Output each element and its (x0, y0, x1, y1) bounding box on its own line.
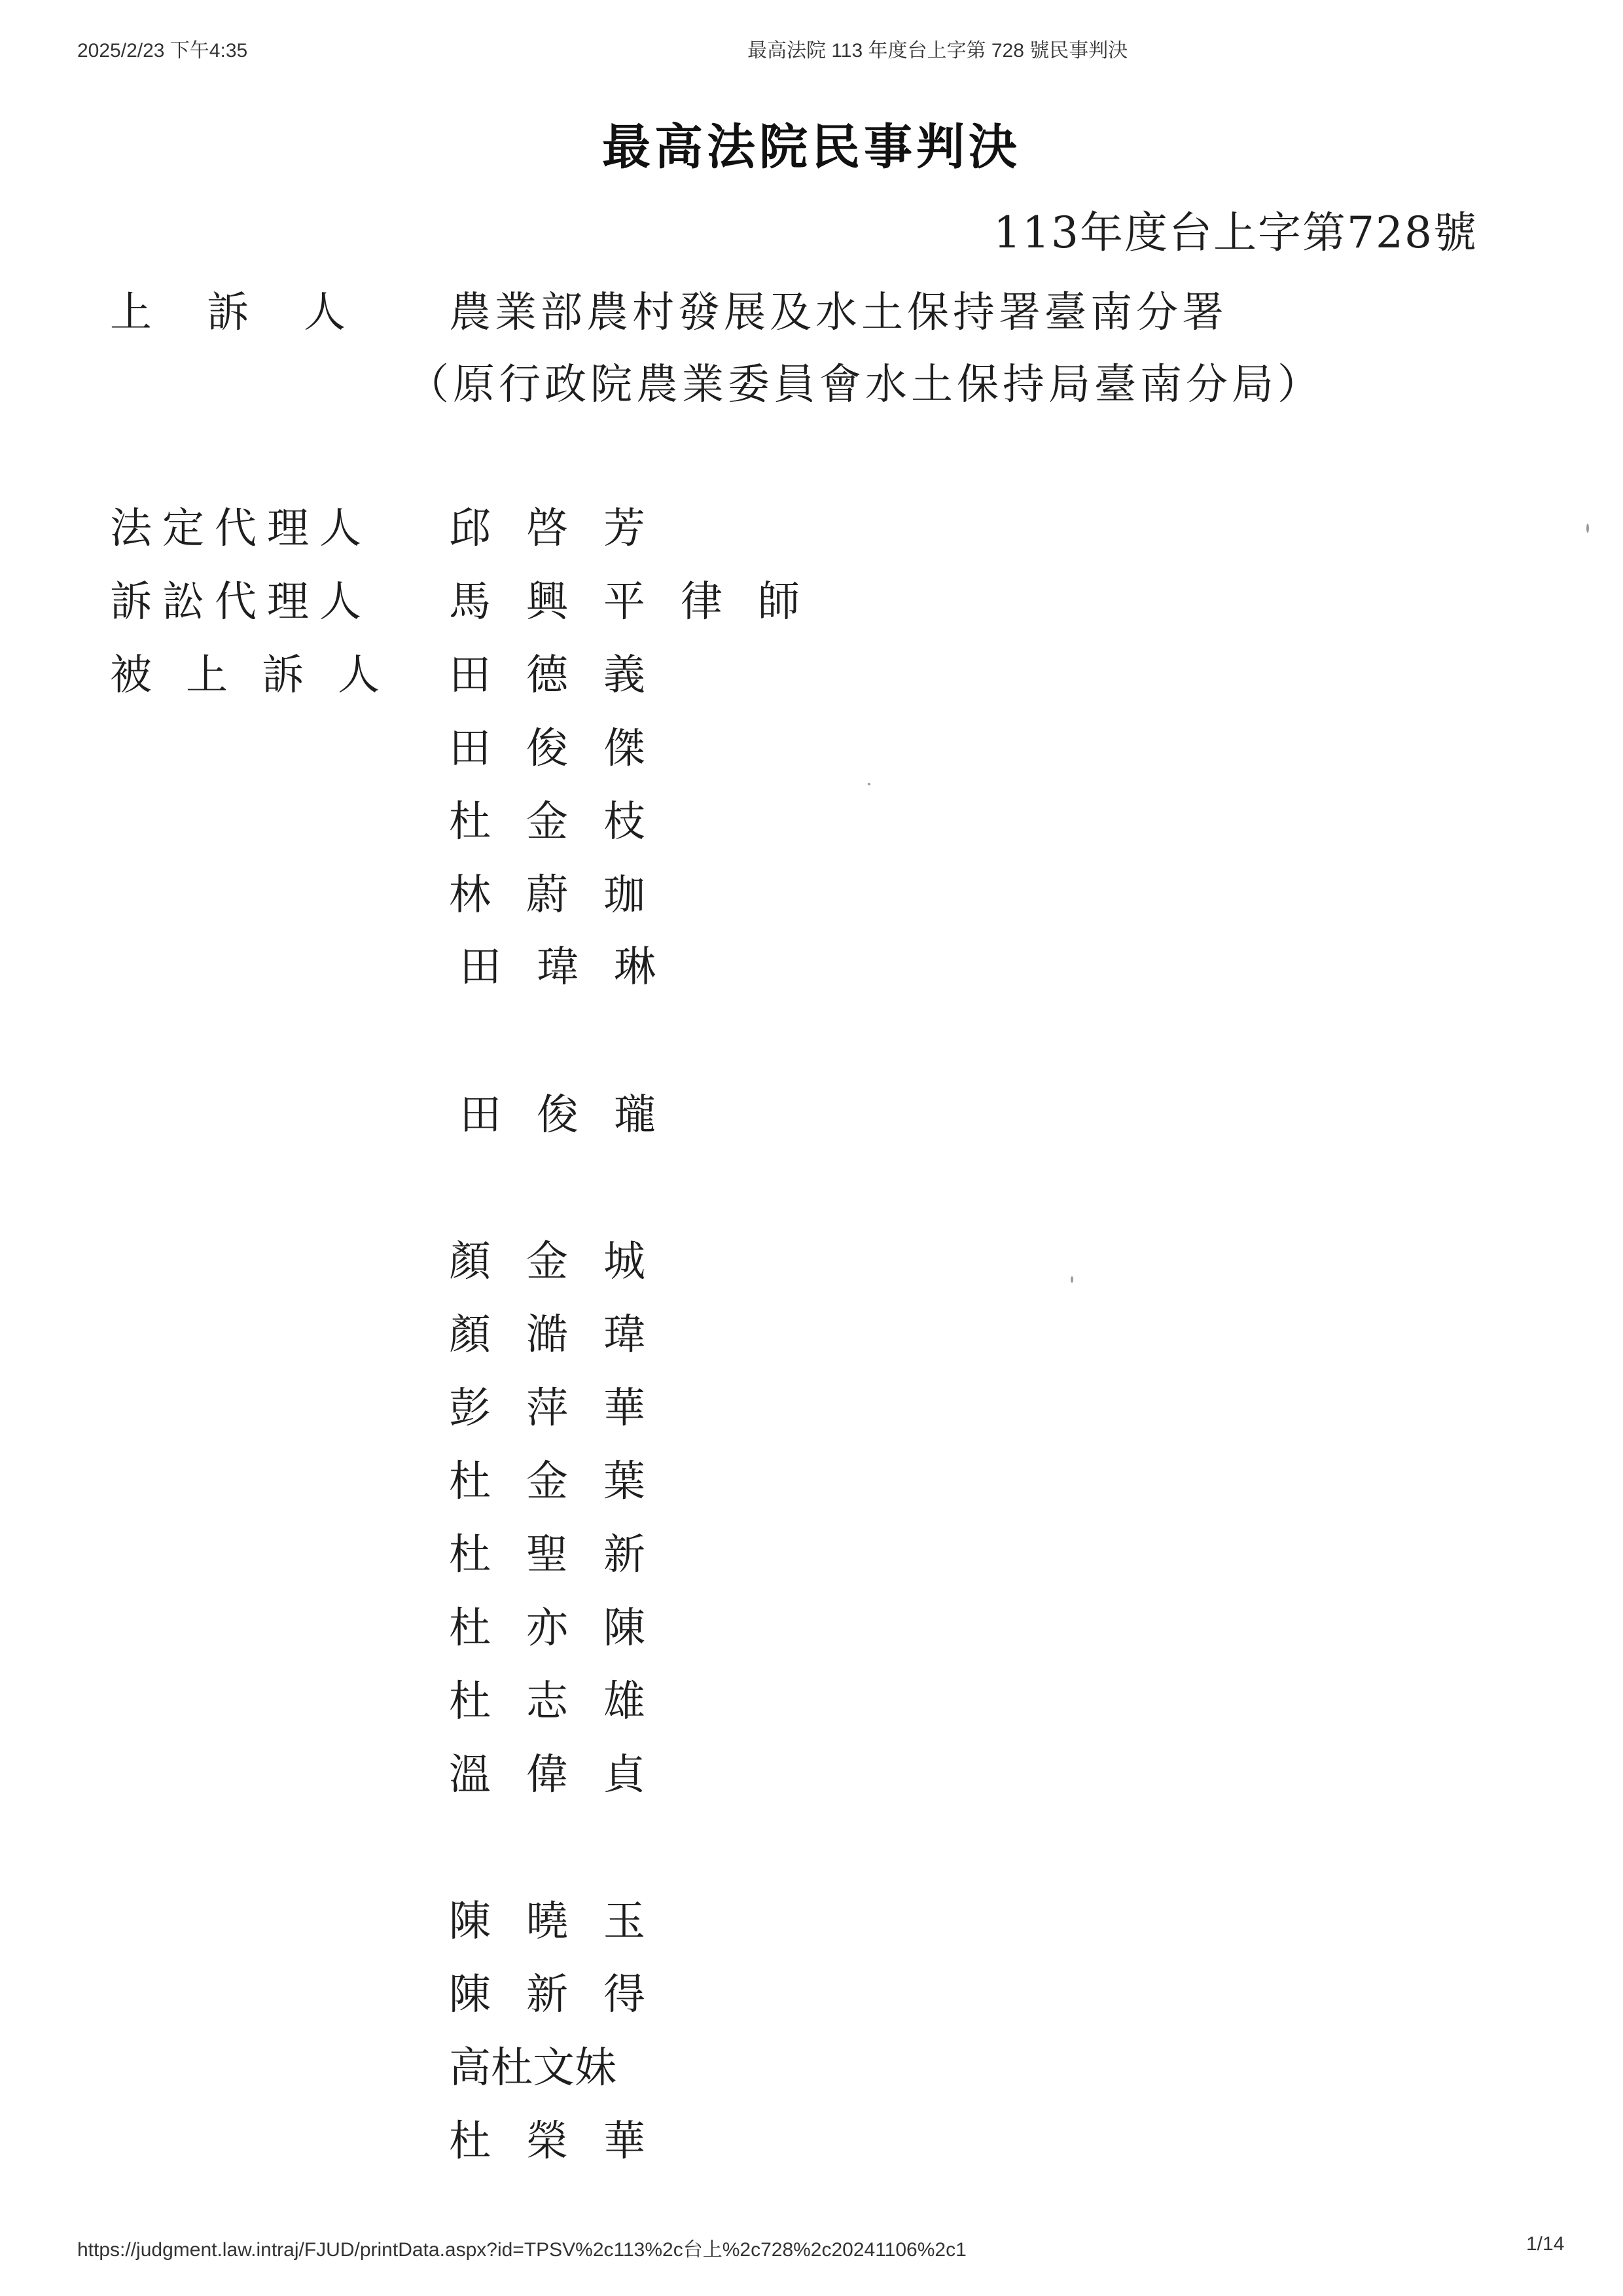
appellee-name: 田俊傑 (449, 725, 681, 773)
litigation-agent-name: 馬興平律師 (449, 578, 835, 626)
appellee-name: 顏澔瑋 (449, 1311, 681, 1359)
appellee-name: 陳新得 (449, 1971, 681, 2019)
scan-speck (868, 783, 870, 785)
court-title: 最高法院民事判決 (602, 119, 1021, 175)
appellant-label: 上 訴 人 (110, 289, 352, 337)
appellee-name: 杜亦陳 (449, 1604, 681, 1653)
legal-representative-name: 邱啓芳 (449, 505, 681, 553)
appellee-name: 杜金枝 (449, 798, 681, 846)
appellee-name: 高杜文妹 (449, 2044, 616, 2092)
appellee-name: 陳曉玉 (449, 1897, 681, 1946)
scan-speck (1071, 1276, 1073, 1283)
appellant-name: 農業部農村發展及水土保持署臺南分署 (449, 289, 1228, 337)
appellee-name: 杜聖新 (449, 1531, 681, 1579)
legal-representative-label: 法定代理人 (110, 505, 372, 553)
litigation-agent-label: 訴訟代理人 (110, 578, 372, 626)
appellee-name: 杜金葉 (449, 1458, 681, 1506)
print-datetime: 2025/2/23 下午4:35 (77, 40, 248, 62)
appellee-name: 彭萍華 (449, 1384, 681, 1433)
print-document-title: 最高法院 113 年度台上字第 728 號民事判決 (747, 40, 1128, 62)
appellee-name: 田德義 (449, 651, 681, 700)
appellee-name: 顏金城 (449, 1238, 681, 1286)
print-url: https://judgment.law.intraj/FJUD/printData.aspx?id=TPSV%2c113%2c台上%2c728%2c20241106%2c1 (77, 2239, 967, 2261)
appellee-name: 田瑋琳 (459, 943, 691, 992)
appellee-name: 杜志雄 (449, 1677, 681, 1726)
appellant-former-name: （原行政院農業委員會水土保持局臺南分局） (407, 361, 1323, 409)
appellee-name: 林蔚珈 (449, 871, 681, 920)
appellee-name: 溫偉貞 (449, 1751, 681, 1799)
appellee-name: 田俊瓏 (459, 1091, 691, 1139)
scan-speck (1586, 524, 1589, 533)
appellees-label: 被上訴人 (110, 651, 414, 700)
case-number: 113年度台上字第728號 (993, 207, 1478, 258)
print-page-indicator: 1/14 (1526, 2233, 1565, 2255)
appellee-name: 杜榮華 (449, 2117, 681, 2166)
